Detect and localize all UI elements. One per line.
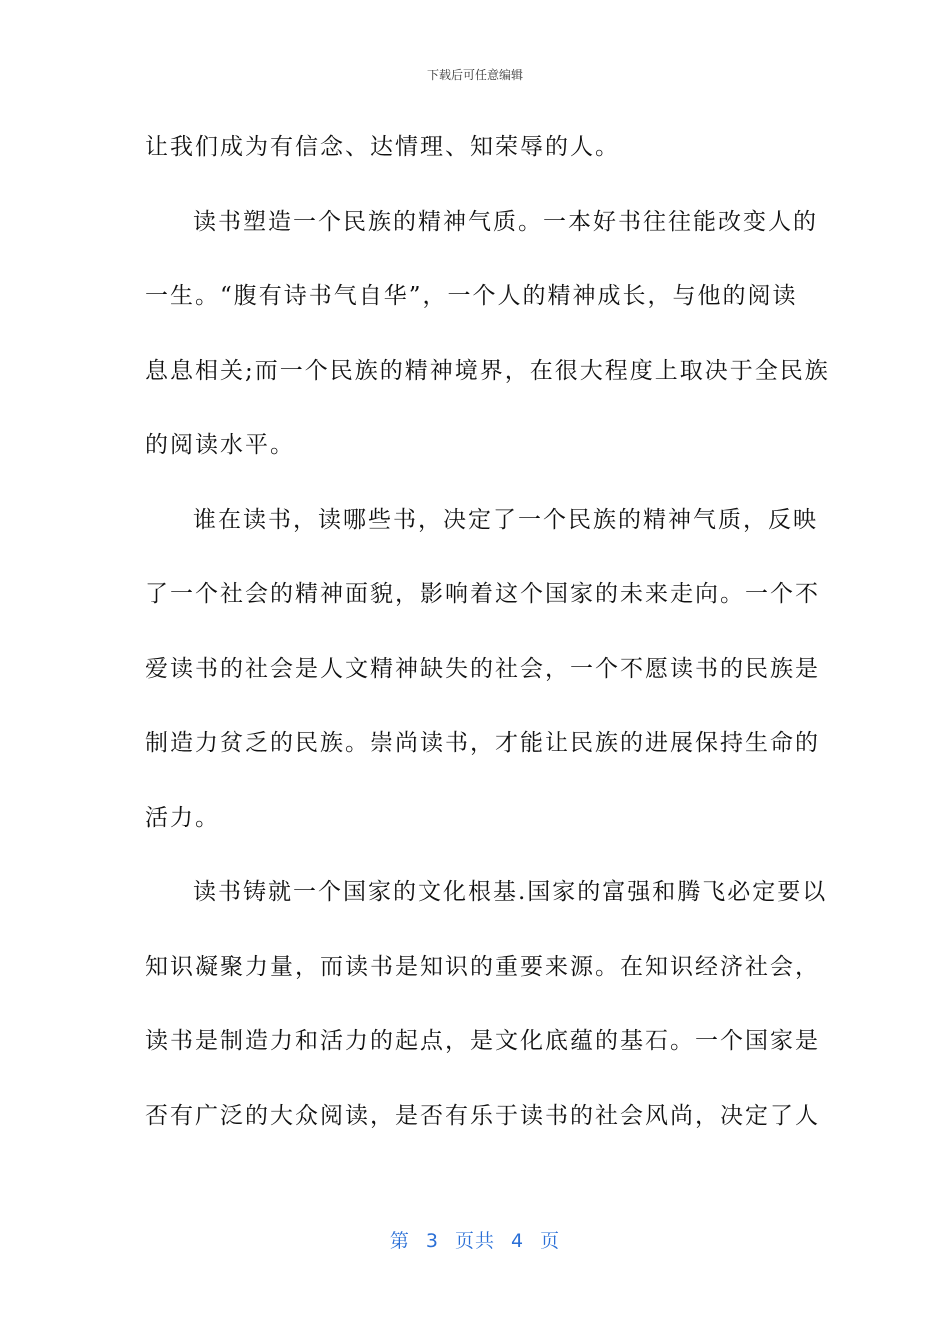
text-line: 否有广泛的大众阅读，是否有乐于读书的社会风尚，决定了人 xyxy=(145,1102,820,1129)
text-line: 了一个社会的精神面貌，影响着这个国家的未来走向。一个不 xyxy=(145,581,820,607)
text-line: 制造力贫乏的民族。崇尚读书，才能让民族的进展保持生命的 xyxy=(145,730,820,756)
text-line: 活力。 xyxy=(145,804,220,831)
paragraph-start-line: 读书塑造一个民族的精神气质。一本好书往往能改变人的 xyxy=(193,208,818,235)
text-line: 爱读书的社会是人文精神缺失的社会，一个不愿读书的民族是 xyxy=(145,655,820,682)
page-header: 下载后可任意编辑 xyxy=(426,68,523,82)
text-line: 的阅读水平。 xyxy=(145,432,295,458)
text-line: 读书是制造力和活力的起点，是文化底蕴的基石。一个国家是 xyxy=(145,1028,820,1054)
page-footer xyxy=(0,1226,950,1253)
footer-prefix: 第 xyxy=(389,1230,410,1252)
text-line: 让我们成为有信念、达情理、知荣辱的人。 xyxy=(145,134,620,160)
paragraph-start-line: 谁在读书，读哪些书，决定了一个民族的精神气质，反映 xyxy=(193,506,818,533)
text-line: 息息相关;而一个民族的精神境界，在很大程度上取决于全民族 xyxy=(145,357,830,384)
text-line: 一生。“腹有诗书气自华”，一个人的精神成长，与他的阅读 xyxy=(145,283,798,309)
total-pages-number: 4 xyxy=(511,1230,525,1252)
text-line: 知识凝聚力量，而读书是知识的重要来源。在知识经济社会， xyxy=(145,953,820,980)
paragraph-start-line: 读书铸就一个国家的文化根基.国家的富强和腾飞必定要以 xyxy=(193,879,828,905)
document-body xyxy=(145,122,830,1165)
footer-suffix: 页 xyxy=(540,1230,561,1252)
current-page-number: 3 xyxy=(425,1230,439,1252)
footer-middle: 页共 xyxy=(454,1230,495,1252)
